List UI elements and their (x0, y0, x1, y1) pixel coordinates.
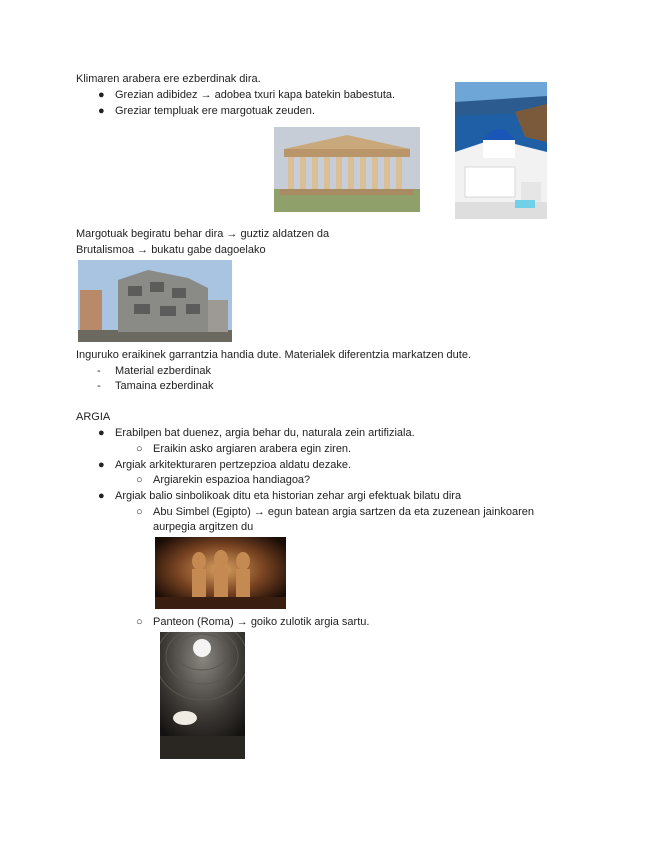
bullet-circle: ○ (136, 506, 143, 518)
argia-heading: ARGIA (76, 411, 111, 423)
parthenon-photo (274, 127, 420, 212)
argia-sub-buildings: Eraikin asko argiaren arabera egin ziren. (153, 443, 352, 455)
dash-item-materials: Material ezberdinak (115, 365, 211, 377)
bullet-dot: ● (98, 89, 105, 101)
dash-marker: - (97, 365, 101, 377)
bullet-dot: ● (98, 490, 105, 502)
bullet-dot: ● (98, 459, 105, 471)
intro-climate: Klimaren arabera ere ezberdinak dira. (76, 73, 261, 85)
abu-simbel-line1: Abu Simbel (Egipto) → egun batean argia sartzen da eta zuzenean jainkoaren (153, 506, 534, 518)
bullet-circle: ○ (136, 616, 143, 628)
bullet-circle: ○ (136, 474, 143, 486)
bullet-greece-adobe: Grezian adibidez → adobea txuri kapa batekin babestuta. (115, 89, 396, 101)
brutalism-line: Brutalismoa → bukatu gabe dagoelako (76, 244, 266, 256)
abu-simbel-photo (155, 537, 286, 609)
santorini-photo (455, 82, 547, 219)
dash-marker: - (97, 380, 101, 392)
argia-bullet-symbolic: Argiak balio sinbolikoak ditu eta historian zehar argi efektuak bilatu dira (115, 490, 462, 502)
argia-bullet-use: Erabilpen bat duenez, argia behar du, naturala zein artifiziala. (115, 427, 415, 439)
pantheon-photo (160, 632, 245, 759)
painted-line: Margotuak begiratu behar dira → guztiz aldatzen da (76, 228, 330, 240)
brutalist-building-photo (78, 260, 232, 342)
bullet-circle: ○ (136, 443, 143, 455)
bullet-dot: ● (98, 427, 105, 439)
abu-simbel-line2: aurpegia argitzen du (153, 521, 254, 533)
bullet-greek-temples: Greziar templuak ere margotuak zeuden. (115, 105, 315, 117)
panteon-line: Panteon (Roma) → goiko zulotik argia sartu. (153, 616, 370, 628)
argia-sub-space: Argiarekin espazioa handiagoa? (153, 474, 311, 486)
argia-bullet-perception: Argiak arkitekturaren pertzepzioa aldatu dezake. (115, 459, 352, 471)
bullet-dot: ● (98, 105, 105, 117)
surroundings-line: Inguruko eraikinek garrantzia handia dute. Materialek diferentzia markatzen dute. (76, 349, 472, 361)
dash-item-sizes: Tamaina ezberdinak (115, 380, 214, 392)
